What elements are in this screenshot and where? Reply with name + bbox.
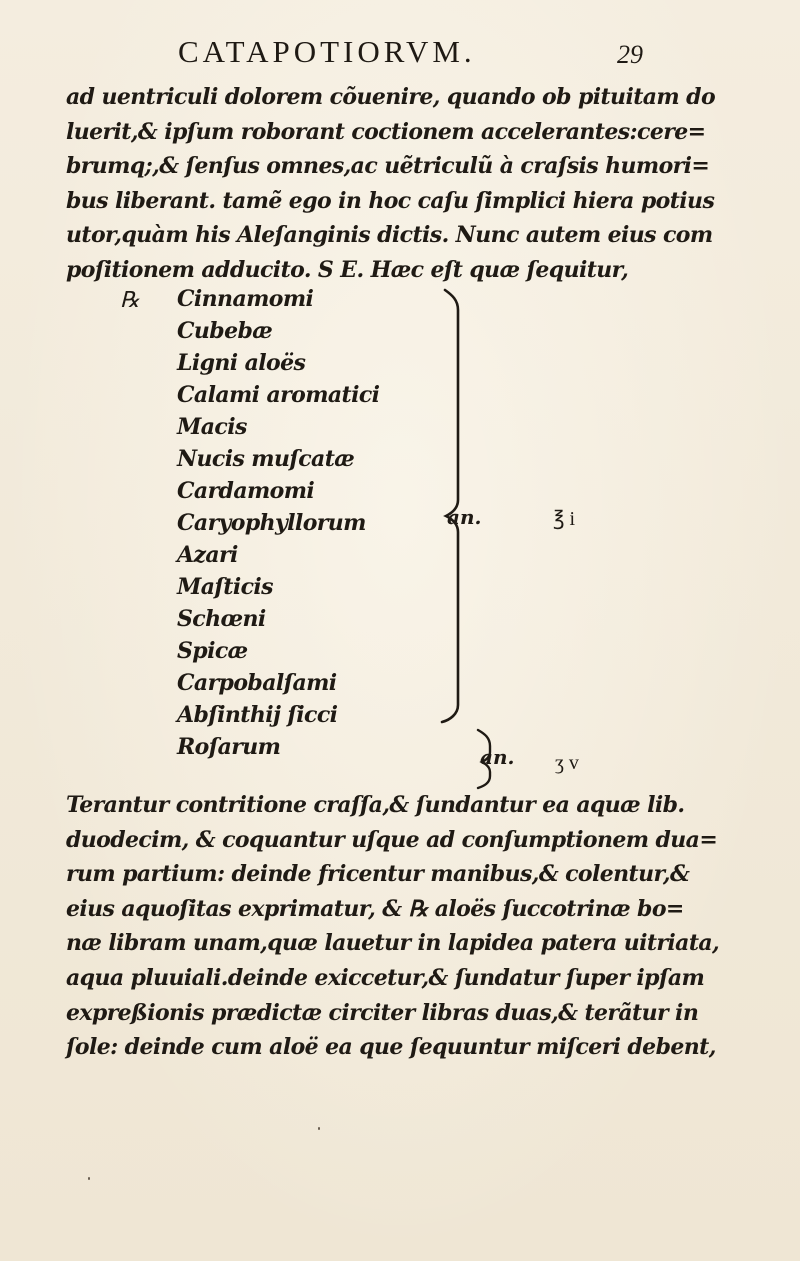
ingredient-item: Spicæ [177,638,248,664]
quantity-value-1: ℥ i [553,508,576,530]
text-line: eius aquoſitas exprimatur, & ℞ aloës ſuccotrinæ bo= [66,895,684,922]
quantity-abbrev-1: an. [447,505,482,529]
ingredient-item: Cubebæ [177,318,273,344]
paper-speck [318,1127,320,1130]
ingredient-item: Nucis muſcatæ [177,446,355,472]
ingredient-item: Cardamomi [177,478,315,504]
ingredient-item: Carpobalſami [177,670,337,696]
quantity-abbrev-2: an. [480,745,515,769]
ingredient-item: Abſinthij ſicci [177,702,338,728]
ingredient-item: Roſarum [177,734,281,760]
text-line: duodecim, & coquantur uſque ad conſumptionem dua= [66,826,718,853]
ingredient-item: Cinnamomi [177,286,314,312]
ingredient-item: Maſticis [177,574,273,600]
running-title: CATAPOTIORVM. [178,34,476,69]
paragraph-2 [66,788,756,1065]
recipe-symbol: ℞ [120,288,140,313]
ingredient-item: Schœni [177,606,266,632]
text-line: luerit,& ipſum roborant coctionem accelerantes:cere= [66,118,706,145]
text-line: poſitionem adducito. S E. Hæc eſt quæ ſequitur, [66,256,629,283]
text-line: næ libram unam,quæ lauetur in lapidea patera uitriata, [66,930,720,957]
page-number: 29 [617,40,643,69]
paper-speck [88,1177,90,1180]
ingredient-item: Caryophyllorum [177,510,366,536]
text-line: aqua pluuiali.deinde exiccetur,& ſundatur ſuper ipſam [66,964,705,991]
text-line: brumq;,& ſenſus omnes,ac uẽtriculũ à craſsis humori= [66,153,710,180]
text-line: ſole: deinde cum aloë ea que ſequuntur miſceri debent, [66,1034,716,1061]
text-line: ad uentriculi dolorem cõuenire, quando ob pituitam do [66,84,716,110]
ingredient-item: Azari [177,542,238,568]
ingredient-item: Ligni aloës [177,350,306,376]
quantity-value-2: ʒ v [555,752,579,774]
text-line: expreßionis prædictæ circiter libras duas,& terãtur in [66,999,699,1026]
ingredient-item: Macis [177,414,247,440]
text-line: utor,quàm his Aleſanginis dictis. Nunc autem eius com [66,222,713,249]
text-line: bus liberant. tamẽ ego in hoc caſu ſimplici hiera potius [66,187,715,214]
text-line: Terantur contritione craſſa,& ſundantur ea aquæ lib. [66,792,685,818]
text-line: rum partium: deinde fricentur manibus,& colentur,& [66,861,690,888]
ingredient-item: Calami aromatici [177,382,380,408]
